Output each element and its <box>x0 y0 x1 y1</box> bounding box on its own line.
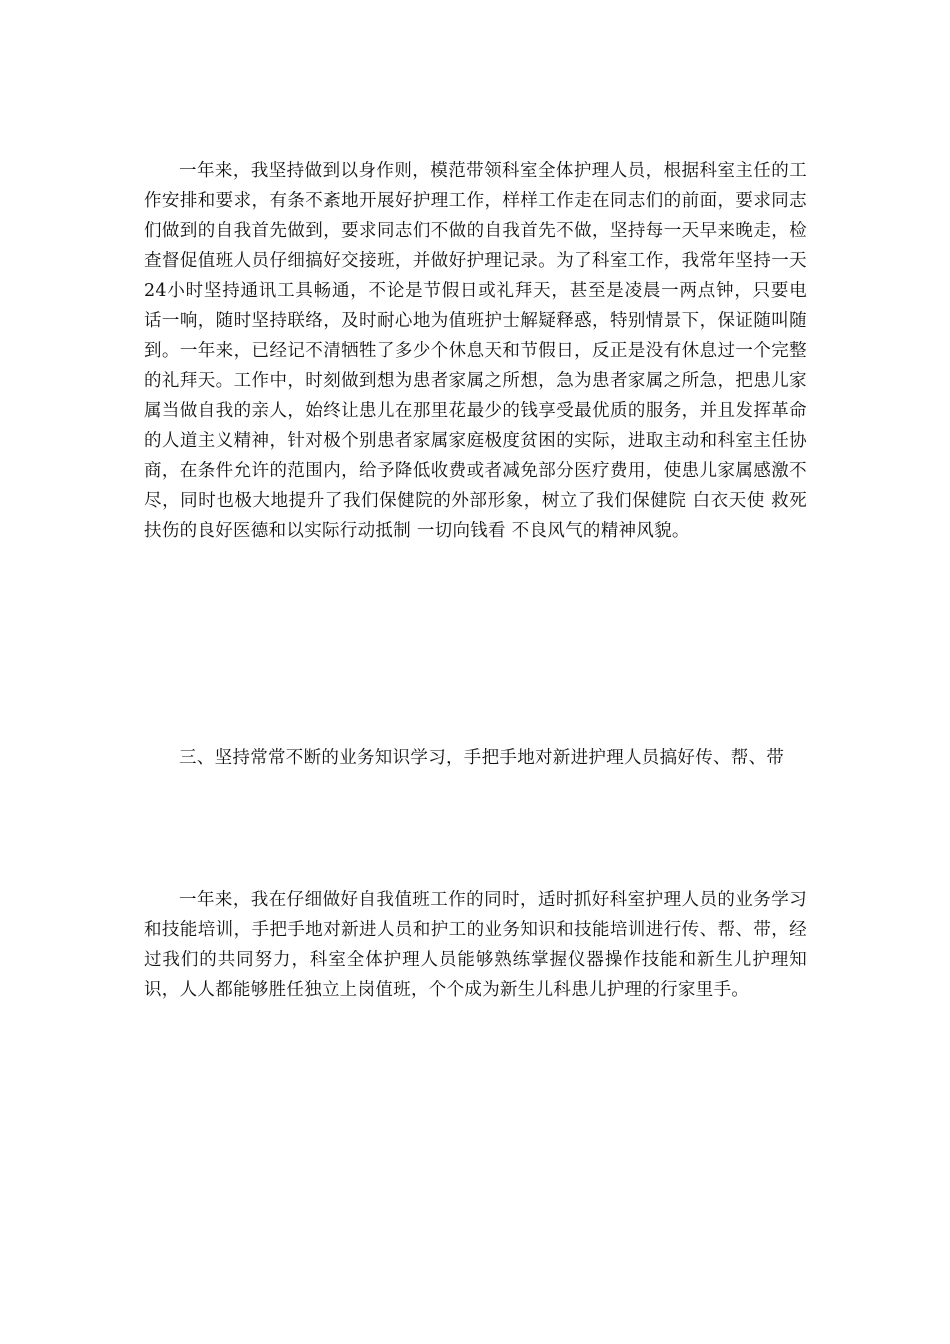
body-paragraph: 一年来，我在仔细做好自我值班工作的同时，适时抓好科室护理人员的业务学习和技能培训，手把手地对新进人员和护工的业务知识和技能培训进行传、帮、带，经过我们的共同努力，科室全体护理人员能够熟练掌握仪器操作技能和新生儿护理知识，人人都能够胜任独立上岗值班，个个成为新生儿科患儿护理的行家里手。 <box>144 890 807 1000</box>
body-paragraph: 一年来，我坚持做到以身作则，模范带领科室全体护理人员，根据科室主任的工作安排和要求，有条不紊地开展好护理工作，样样工作走在同志们的前面，要求同志们做到的自我首先做到，要求同志们不做的自我首先不做，坚持每一天早来晚走，检查督促值班人员仔细搞好交接班，并做好护理记录。为了科室工作，我常年坚持一天24小时坚持通讯工具畅通，不论是节假日或礼拜天，甚至是凌晨一两点钟，只要电话一响，随时坚持联络，及时耐心地为值班护士解疑释惑，特别情景下，保证随叫随到。一年来，已经记不清牺牲了多少个休息天和节假日，反正是没有休息过一个完整的礼拜天。工作中，时刻做到想为患者家属之所想，急为患者家属之所急，把患儿家属当做自我的亲人，始终让患儿在那里花最少的钱享受最优质的服务，并且发挥革命的人道主义精神，针对极个别患者家属家庭极度贫困的实际，进取主动和科室主任协商，在条件允许的范围内，给予降低收费或者减免部分医疗费用，使患儿家属感激不尽，同时也极大地提升了我们保健院的外部形象，树立了我们保健院 白衣天使 救死扶伤的良好医德和以实际行动抵制 一切向钱看 不良风气的精神风貌。 <box>144 161 807 541</box>
section-heading: 三、坚持常常不断的业务知识学习，手把手地对新进护理人员搞好传、帮、带 <box>179 748 785 768</box>
